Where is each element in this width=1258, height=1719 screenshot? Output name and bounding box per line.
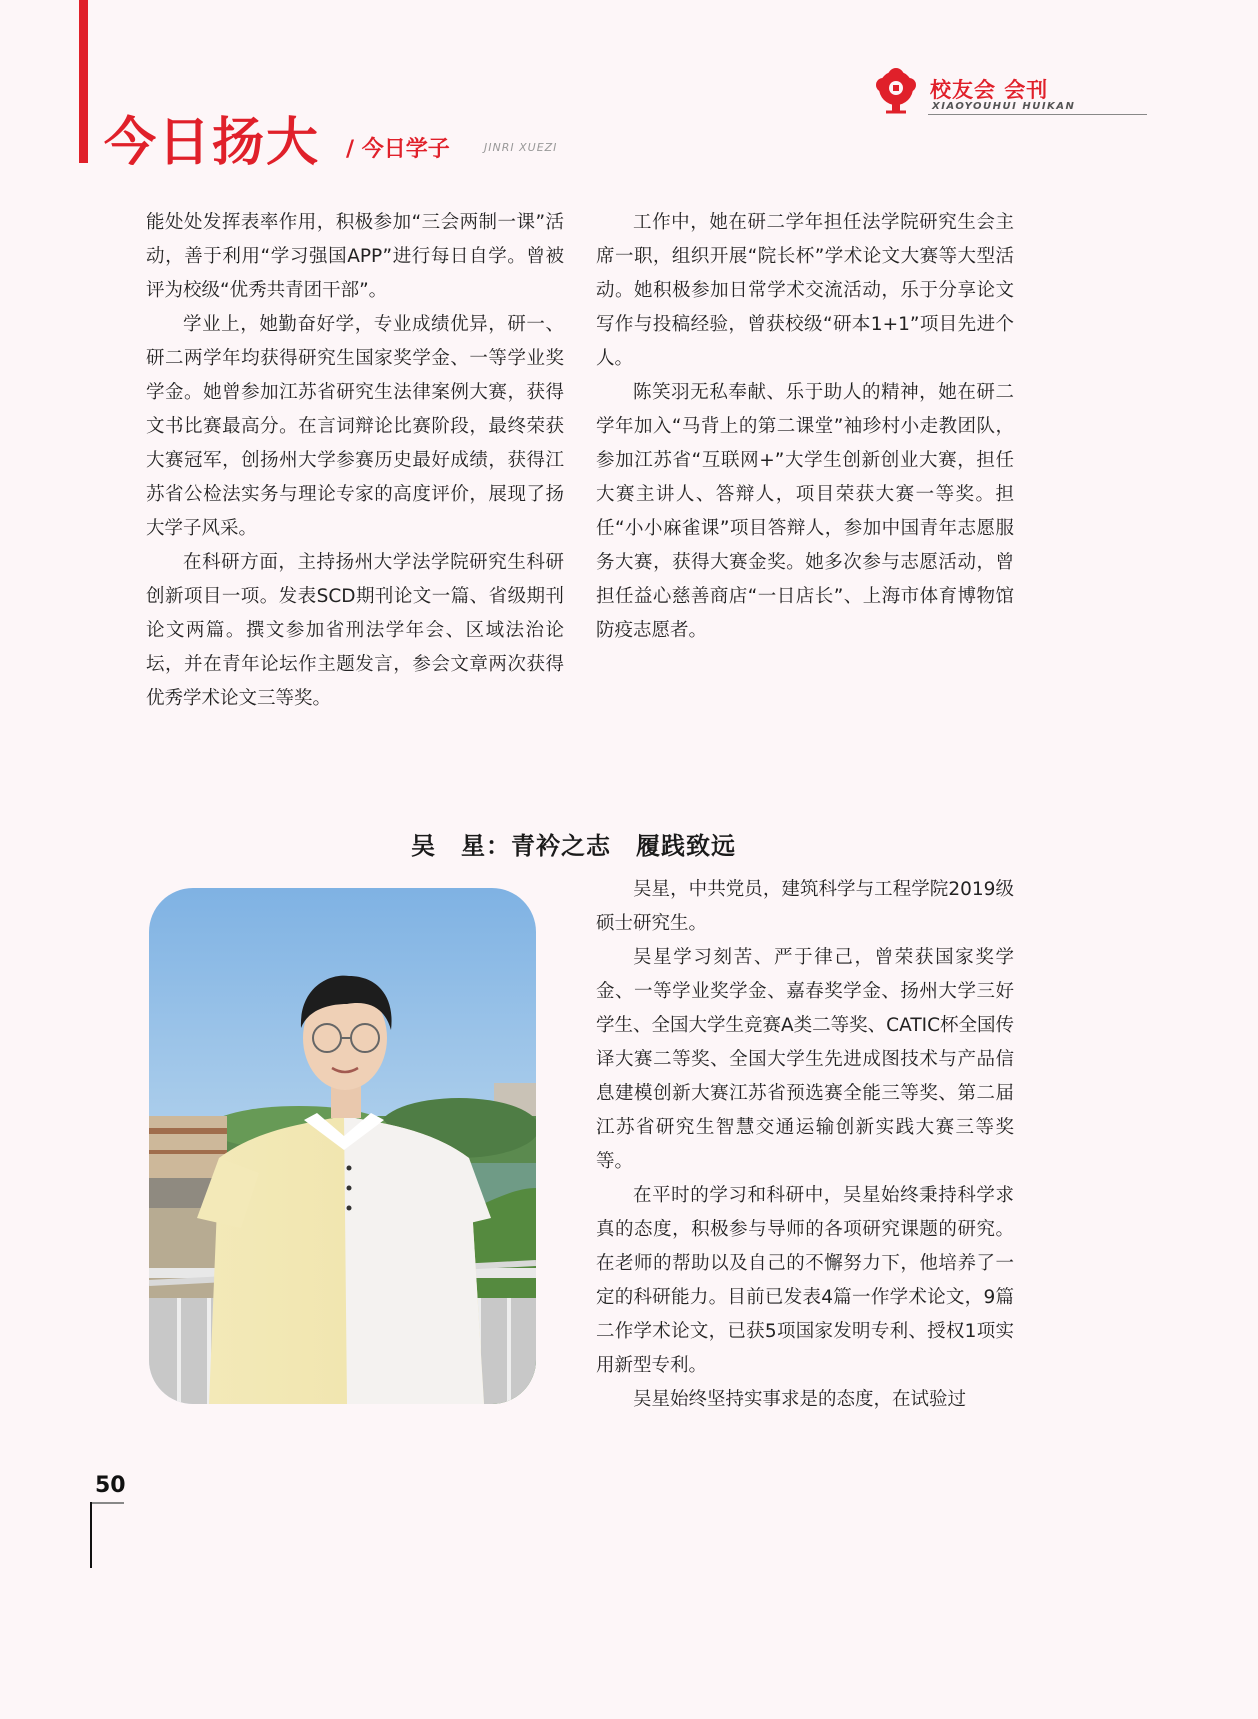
section-title: 今日扬大 [104,113,321,173]
magazine-pinyin: XIAOYOUHUI HUIKAN [932,101,1076,112]
header-accent-bar [79,0,88,163]
paragraph: 吴星，中共党员，建筑科学与工程学院2019级硕士研究生。 [596,879,1014,934]
paragraph: 吴星始终坚持实事求是的态度，在试验过 [633,1389,967,1410]
article-body [596,873,1014,1417]
article-title: 吴 星：青衿之志 履践致远 [411,831,736,860]
subsection-title: / 今日学子 [346,137,450,162]
page-number: 50 [95,1473,126,1498]
right-column [596,206,1014,648]
alumni-logo-icon [872,68,920,116]
paragraph: 学业上，她勤奋好学，专业成绩优异，研一、研二两学年均获得研究生国家奖学金、一等学业奖学金。她曾参加江苏省研究生法律案例大赛，获得文书比赛最高分。在言词辩论比赛阶段，最终荣获大赛冠军，创扬州大学参赛历史最好成绩，获得江苏省公检法实务与理论专家的高度评价，展现了扬大学子风采。 [146,314,564,539]
left-column [146,206,564,716]
paragraph: 工作中，她在研二学年担任法学院研究生会主席一职，组织开展“院长杯”学术论文大赛等大型活动。她积极参加日常学术交流活动，乐于分享论文写作与投稿经验，曾获校级“研本1+1”项目先进个人。 [596,212,1014,369]
footer-corner-rule [90,1502,92,1568]
header-rule [928,114,1147,115]
paragraph: 在科研方面，主持扬州大学法学院研究生科研创新项目一项。发表SCD期刊论文一篇、省级期刊论文两篇。撰文参加省刑法学年会、区域法治论坛，并在青年论坛作主题发言，参会文章两次获得优秀学术论文三等奖。 [146,552,564,709]
paragraph: 能处处发挥表率作用，积极参加“三会两制一课”活动，善于利用“学习强国APP”进行每日自学。曾被评为校级“优秀共青团干部”。 [146,212,564,301]
student-photo [149,888,536,1404]
magazine-title: 校友会 会刊 [930,78,1049,102]
paragraph: 在平时的学习和科研中，吴星始终秉持科学求真的态度，积极参与导师的各项研究课题的研究。在老师的帮助以及自己的不懈努力下，他培养了一定的科研能力。目前已发表4篇一作学术论文，9篇二作学术论文，已获5项国家发明专利、授权1项实用新型专利。 [596,1185,1014,1376]
subsection-pinyin: JINRI XUEZI [484,141,558,154]
footer-corner-rule [90,1502,124,1504]
portrait-illustration [149,888,536,1404]
paragraph: 陈笑羽无私奉献、乐于助人的精神，她在研二学年加入“马背上的第二课堂”袖珍村小走教团队，参加江苏省“互联网+”大学生创新创业大赛，担任大赛主讲人、答辩人，项目荣获大赛一等奖。担任“小小麻雀课”项目答辩人，参加中国青年志愿服务大赛，获得大赛金奖。她多次参与志愿活动，曾担任益心慈善商店“一日店长”、上海市体育博物馆防疫志愿者。 [596,382,1014,641]
paragraph: 吴星学习刻苦、严于律己，曾荣获国家奖学金、一等学业奖学金、嘉春奖学金、扬州大学三好学生、全国大学生竞赛A类二等奖、CATIC杯全国传译大赛二等奖、全国大学生先进成图技术与产品信息建模创新大赛江苏省预选赛全能三等奖、第二届江苏省研究生智慧交通运输创新实践大赛三等奖等。 [596,947,1014,1172]
